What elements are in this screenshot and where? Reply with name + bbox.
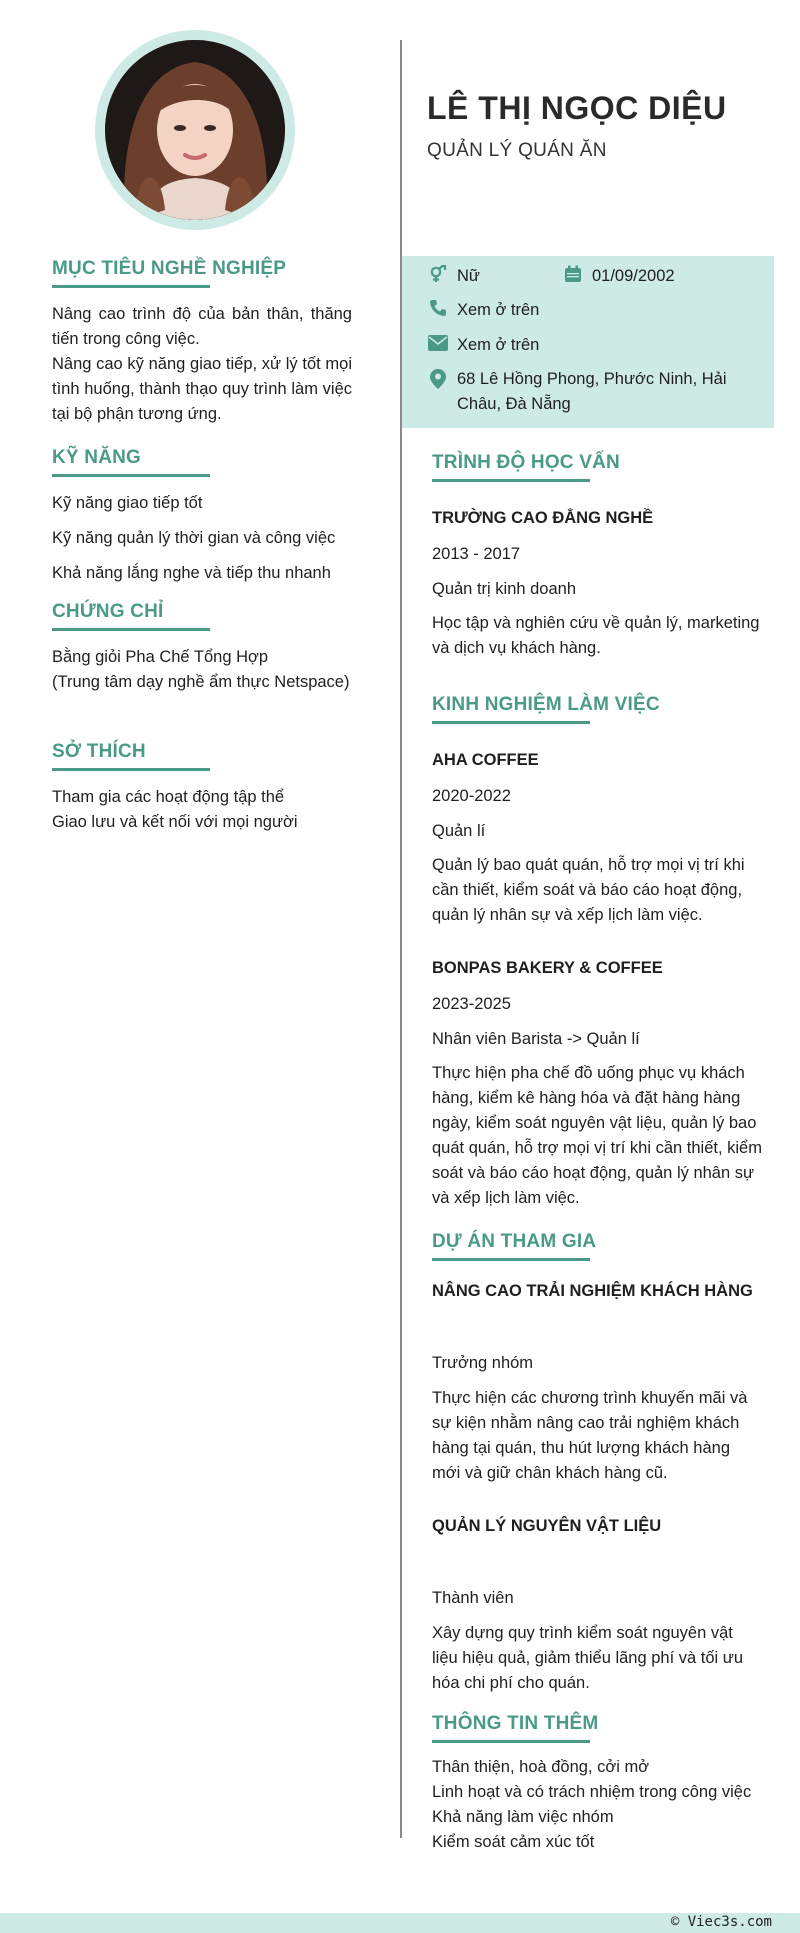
extra-item: Khả năng làm việc nhóm [432,1808,614,1826]
extra-item: Linh hoạt và có trách nhiệm trong công việc [432,1783,752,1801]
hobby-item: Tham gia các hoạt động tập thể [52,788,285,806]
project-description: Thực hiện các chương trình khuyến mãi và sự kiện nhằm nâng cao trải nghiệm khách hàng tại quán, thu hút lượng khách hàng mới và giữ chân khách hàng cũ. [432,1389,748,1482]
extra-info-section [432,1713,762,1855]
heading-underline [432,479,590,482]
section-heading: MỤC TIÊU NGHỀ NGHIỆP [52,258,287,279]
job-period: 2020-2022 [432,787,511,805]
job-entry [432,748,762,928]
gender-value: Nữ [457,267,480,285]
calendar-icon [562,264,584,284]
school-name: TRƯỜNG CAO ĐẲNG NGHỀ [432,509,654,527]
dob-row [562,264,675,289]
heading-underline [52,628,210,631]
avatar [105,40,285,220]
objective-section [52,258,352,427]
gender-row [427,264,480,289]
address-value: 68 Lê Hồng Phong, Phước Ninh, Hải Châu, Đà Nẵng [457,370,727,413]
skills-section [52,447,352,586]
objective-text-2: Nâng cao kỹ năng giao tiếp, xử lý tốt mọi tình huống, thành thạo quy trình làm việc tại bộ phận tương ứng. [52,355,352,423]
certificate-name: Bằng giỏi Pha Chế Tổng Hợp [52,648,268,666]
footer-bar [0,1913,800,1933]
education-major: Quản trị kinh doanh [432,580,577,598]
job-description: Thực hiện pha chế đồ uống phục vụ khách hàng, kiểm kê hàng hóa và đặt hàng hàng ngày, kiểm soát nguyên vật liệu, quản lý bao quát quán, hỗ trợ mọi vị trí khi cần thiết, kiểm soát và báo cáo hoạt động, quản lý nhân sự và xếp lịch làm việc. [432,1064,762,1207]
hobby-item: Giao lưu và kết nối với mọi người [52,813,298,831]
experience-section [432,694,762,1211]
section-heading: TRÌNH ĐỘ HỌC VẤN [432,452,620,473]
heading-underline [432,721,590,724]
job-description: Quản lý bao quát quán, hỗ trợ mọi vị trí khi cần thiết, kiểm soát và báo cáo hoạt động, quản lý nhân sự và xếp lịch làm việc. [432,856,745,924]
section-heading: KINH NGHIỆM LÀM VIỆC [432,694,660,715]
job-title: QUẢN LÝ QUÁN ĂN [427,140,607,161]
certificate-issuer: (Trung tâm dạy nghề ẩm thực Netspace) [52,673,350,691]
skill-item: Khả năng lắng nghe và tiếp thu nhanh [52,564,331,582]
phone-row [427,298,539,323]
certificates-section [52,601,352,695]
job-period: 2023-2025 [432,995,511,1013]
phone-icon [427,298,449,318]
address-row [427,367,727,417]
job-entry [432,956,762,1211]
education-section [432,452,762,661]
job-role: Nhân viên Barista -> Quản lí [432,1030,640,1048]
job-company: BONPAS BAKERY & COFFEE [432,959,663,977]
project-role: Trưởng nhóm [432,1354,534,1372]
job-role: Quản lí [432,822,486,840]
email-row [427,333,539,358]
project-role: Thành viên [432,1589,514,1607]
project-description: Xây dựng quy trình kiểm soát nguyên vật liệu hiệu quả, giảm thiểu lãng phí và tối ưu hóa chi phí cho quán. [432,1624,744,1692]
skill-item: Kỹ năng quản lý thời gian và công việc [52,529,336,547]
project-name: QUẢN LÝ NGUYÊN VẬT LIỆU [432,1517,662,1535]
hobbies-section [52,741,352,835]
email-icon [427,333,449,353]
extra-item: Kiểm soát cảm xúc tốt [432,1833,595,1851]
dob-value: 01/09/2002 [592,267,675,285]
heading-underline [52,285,210,288]
section-heading: KỸ NĂNG [52,447,142,468]
skill-item: Kỹ năng giao tiếp tốt [52,494,203,512]
job-company: AHA COFFEE [432,751,539,769]
project-name: NÂNG CAO TRẢI NGHIỆM KHÁCH HÀNG [432,1282,753,1300]
heading-underline [432,1740,590,1743]
avatar-frame [95,30,295,230]
project-entry [432,1279,762,1486]
section-heading: CHỨNG CHỈ [52,601,164,622]
heading-underline [432,1258,590,1261]
section-heading: THÔNG TIN THÊM [432,1713,599,1734]
extra-item: Thân thiện, hoà đồng, cởi mở [432,1758,650,1776]
heading-underline [52,768,210,771]
location-icon [427,369,449,389]
education-years: 2013 - 2017 [432,545,521,563]
candidate-name: LÊ THỊ NGỌC DIỆU [427,90,727,126]
contact-panel [402,256,774,428]
footer-credit: © Viec3s.com [670,1914,772,1930]
phone-value: Xem ở trên [457,301,540,319]
education-description: Học tập và nghiên cứu về quản lý, marketing và dịch vụ khách hàng. [432,614,760,657]
section-heading: SỞ THÍCH [52,741,146,762]
projects-section [432,1231,762,1696]
heading-underline [52,474,210,477]
email-value: Xem ở trên [457,336,540,354]
gender-icon [427,264,449,284]
section-heading: DỰ ÁN THAM GIA [432,1231,597,1252]
objective-text-1: Nâng cao trình độ của bản thân, thăng tiến trong công việc. [52,305,352,348]
project-entry [432,1514,762,1696]
